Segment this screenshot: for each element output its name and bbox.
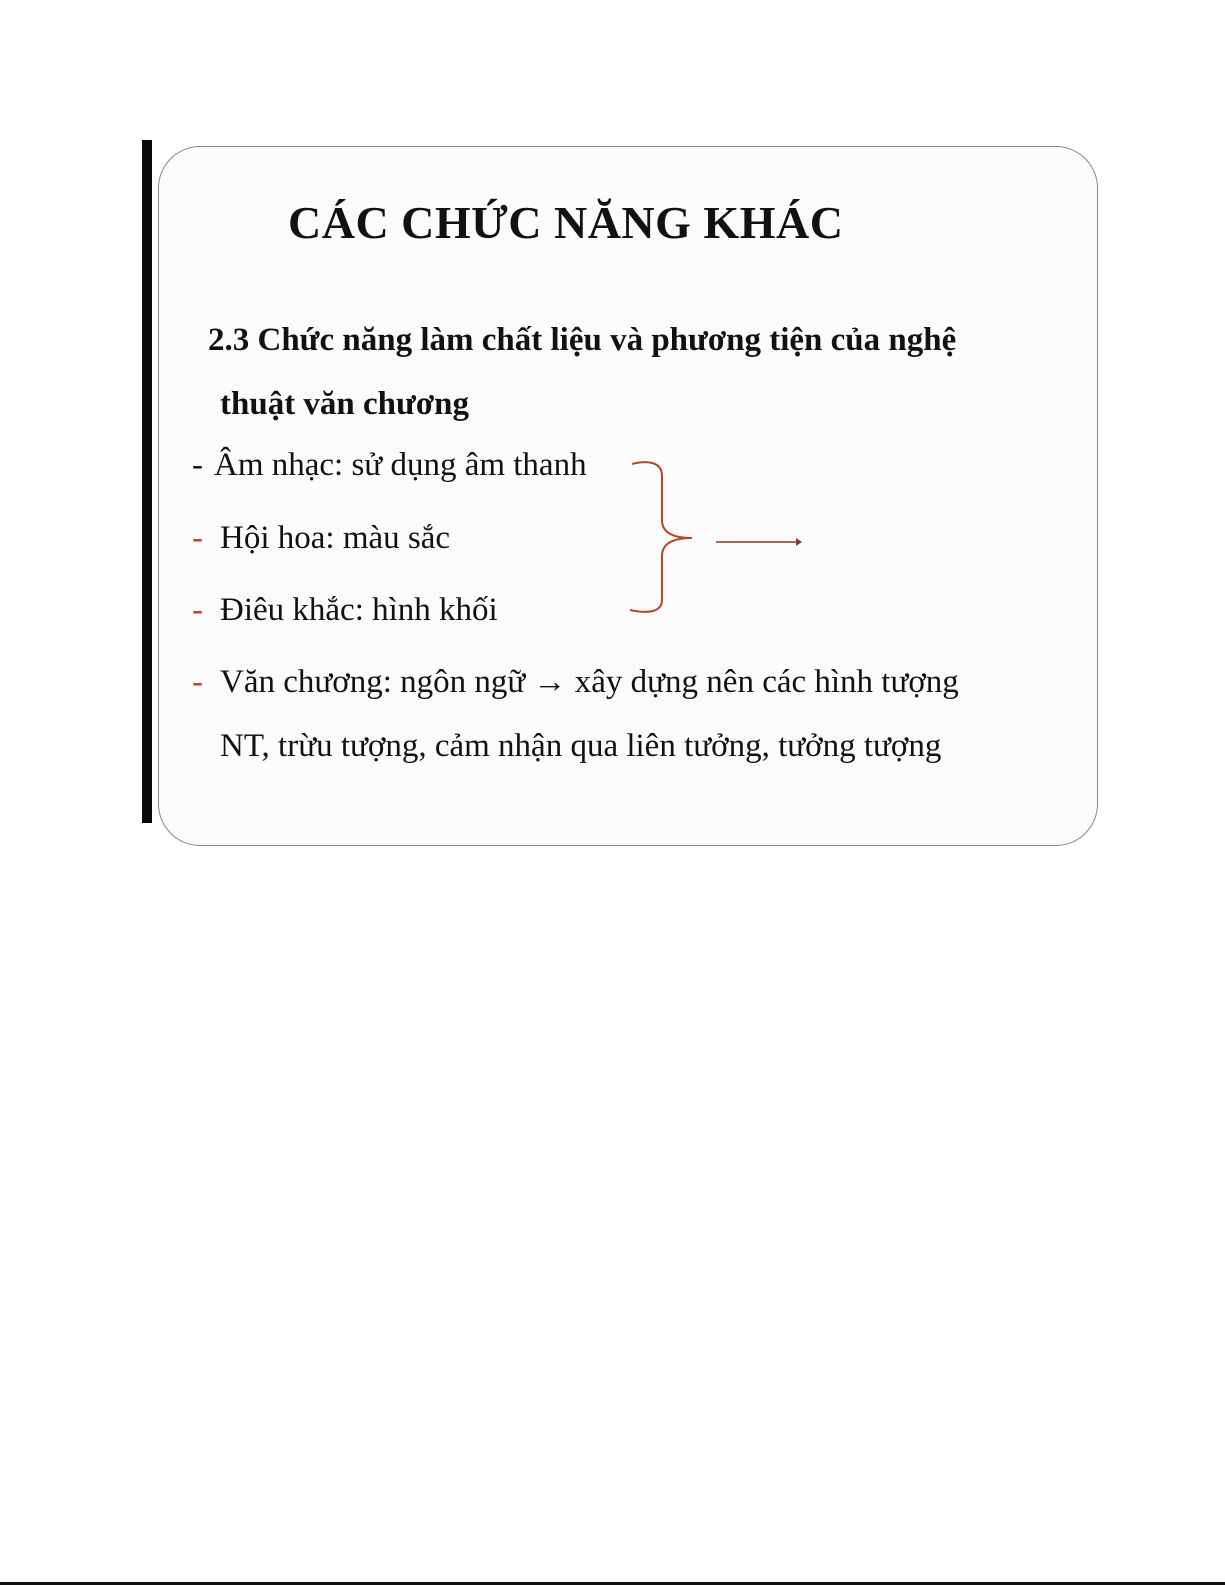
brace-arrow-graphic	[600, 450, 820, 620]
list-item-text: Âm nhạc: sử dụng âm thanh	[214, 447, 587, 483]
section-heading	[208, 308, 1048, 436]
list-item-text: Hội hoa: màu sắc	[220, 520, 451, 556]
slide-left-border-bar	[142, 140, 152, 823]
list-item-dash: -	[192, 447, 203, 483]
list-item-literature	[192, 664, 959, 701]
list-item-dash: -	[192, 592, 203, 628]
section-heading-line-1: 2.3 Chức năng làm chất liệu và phương tiện của nghệ	[208, 322, 957, 358]
list-item-dash: -	[192, 664, 203, 700]
list-item-literature-continuation: NT, trừu tượng, cảm nhận qua liên tưởng, tưởng tượng	[220, 728, 942, 764]
list-item-dash: -	[192, 520, 203, 556]
list-item-music	[192, 447, 587, 484]
section-heading-line-2: thuật văn chương	[220, 386, 469, 422]
list-item-text: Văn chương: ngôn ngữ → xây dựng nên các hình tượng	[220, 664, 959, 700]
list-item-text: Điêu khắc: hình khối	[220, 592, 498, 628]
list-item-painting	[192, 520, 450, 557]
slide-title: CÁC CHỨC NĂNG KHÁC	[288, 197, 844, 248]
arrow-head-icon	[796, 538, 802, 546]
list-item-sculpture	[192, 592, 498, 629]
right-curly-brace-icon	[630, 462, 692, 612]
